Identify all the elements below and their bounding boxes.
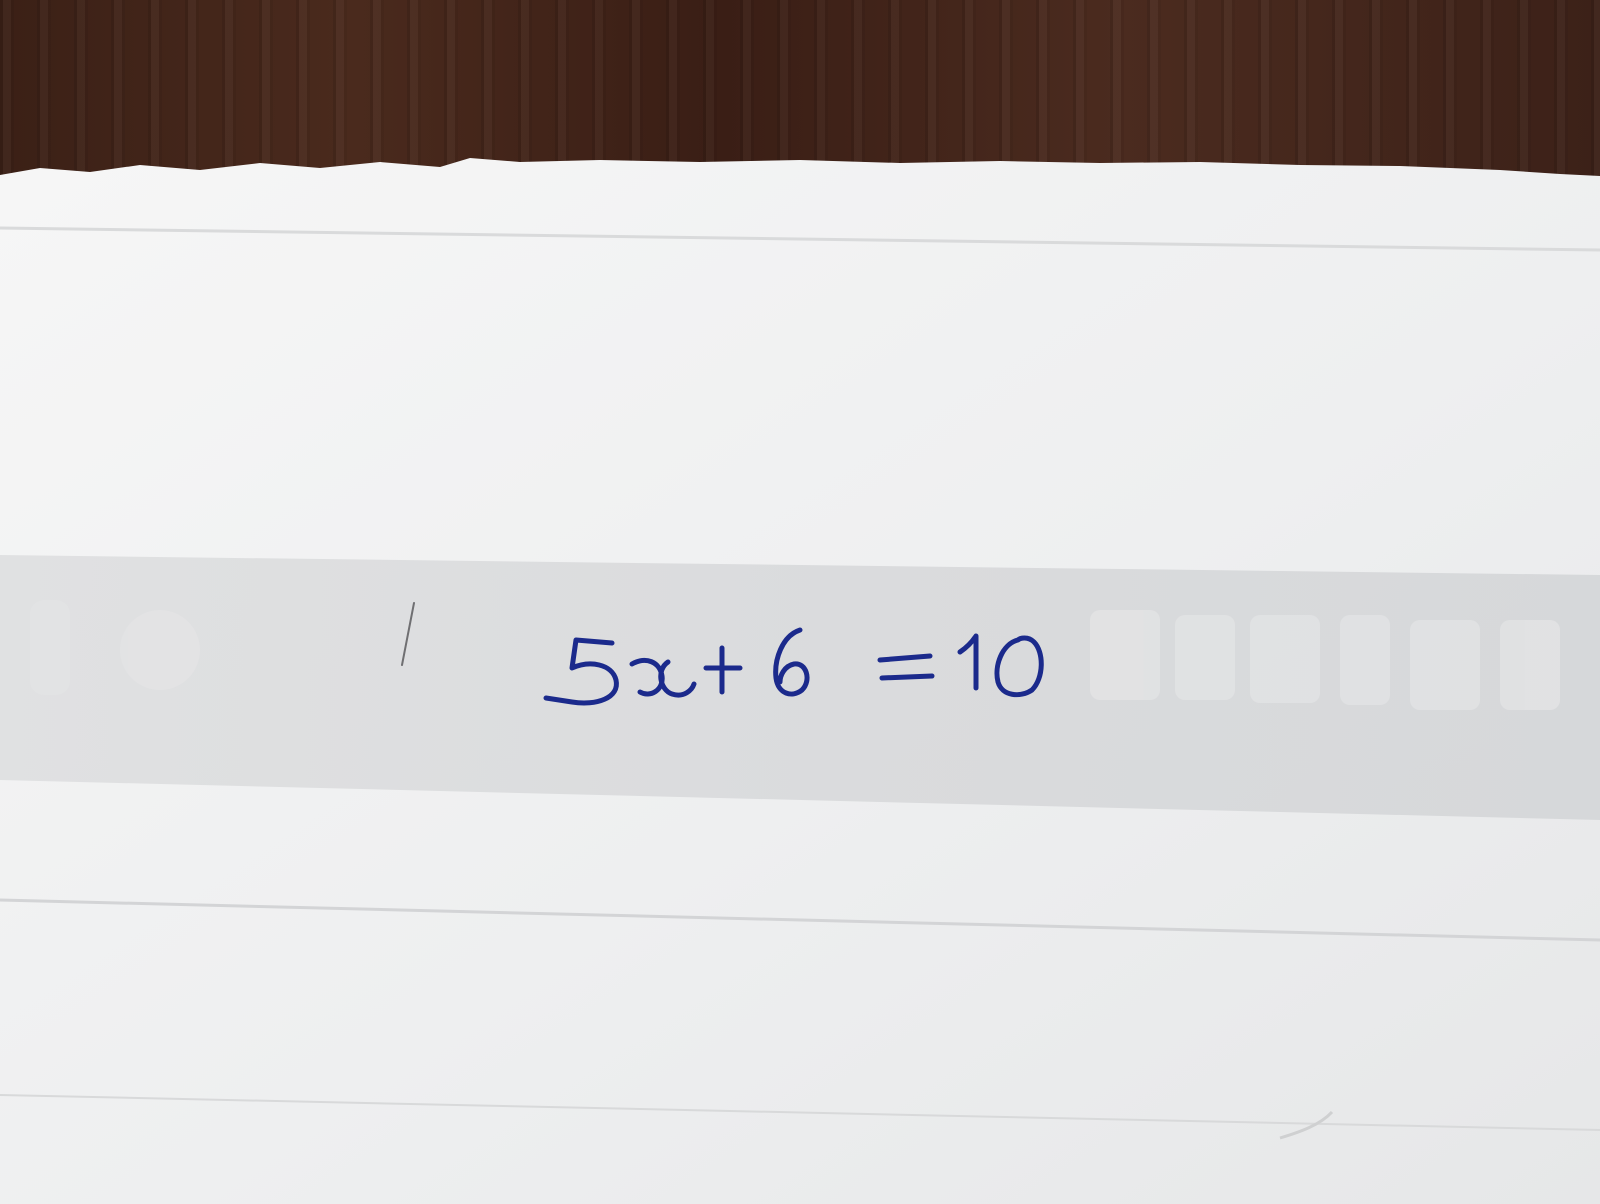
letter-x bbox=[632, 660, 694, 695]
digit-5 bbox=[546, 640, 616, 703]
digit-0 bbox=[997, 638, 1041, 695]
digit-6 bbox=[776, 630, 807, 694]
equals-sign bbox=[880, 656, 932, 678]
digit-1 bbox=[960, 636, 976, 688]
plus-sign bbox=[706, 648, 740, 692]
